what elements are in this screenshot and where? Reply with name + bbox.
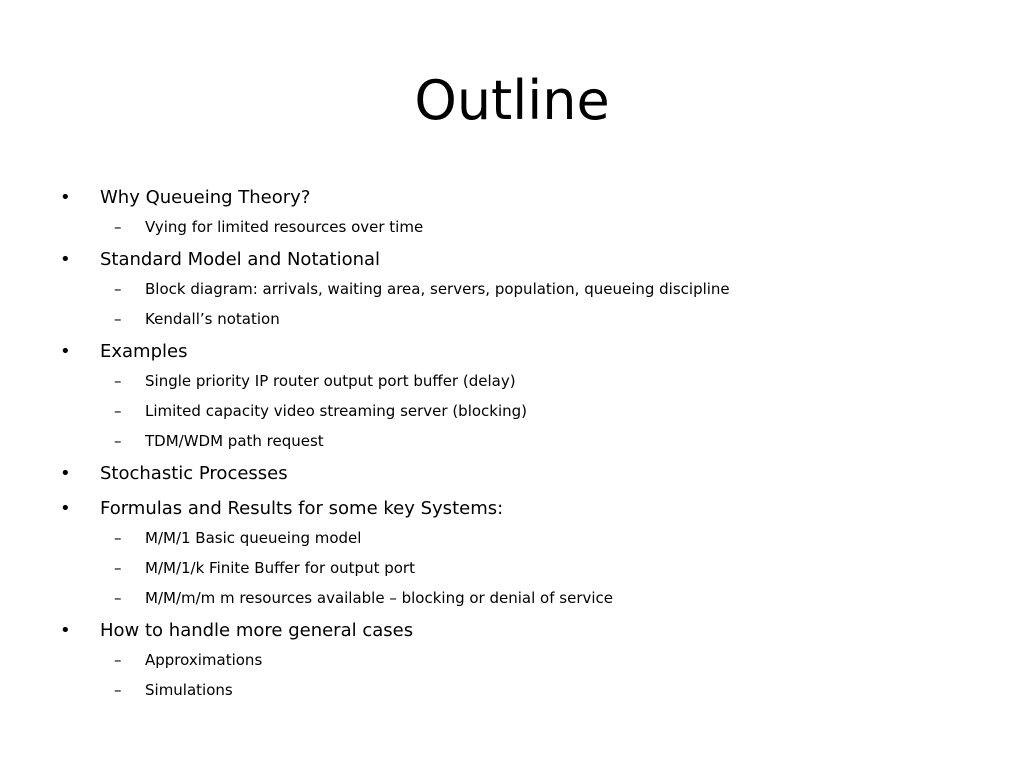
dash-icon: –: [114, 681, 122, 699]
dash-icon: –: [114, 280, 122, 298]
dash-icon: –: [114, 432, 122, 450]
sub-item: [100, 371, 980, 391]
sub-item-text: M/M/1 Basic queueing model: [145, 529, 362, 547]
dash-icon: –: [114, 218, 122, 236]
dash-icon: –: [114, 589, 122, 607]
sub-list: [100, 371, 980, 451]
sub-list: [100, 650, 980, 700]
sub-item: [100, 279, 980, 299]
bullet-icon: •: [60, 341, 71, 362]
dash-icon: –: [114, 310, 122, 328]
sub-item: [100, 217, 980, 237]
bullet-icon: •: [60, 620, 71, 641]
sub-item-text: Block diagram: arrivals, waiting area, servers, population, queueing discipline: [145, 280, 730, 298]
outline-item: [60, 462, 980, 486]
sub-item-text: TDM/WDM path request: [145, 432, 324, 450]
outline-item: [60, 186, 980, 237]
sub-item: [100, 558, 980, 578]
bullet-icon: •: [60, 249, 71, 270]
outline-item-text: Stochastic Processes: [100, 463, 288, 484]
dash-icon: –: [114, 651, 122, 669]
outline-item: [60, 497, 980, 608]
outline-list: [60, 186, 980, 700]
sub-item-text: Limited capacity video streaming server (blocking): [145, 402, 528, 420]
sub-item: [100, 588, 980, 608]
bullet-icon: •: [60, 463, 71, 484]
sub-item: [100, 401, 980, 421]
outline-item: [60, 340, 980, 451]
outline-item: [60, 248, 980, 329]
dash-icon: –: [114, 372, 122, 390]
dash-icon: –: [114, 559, 122, 577]
outline-item: [60, 619, 980, 700]
sub-item: [100, 528, 980, 548]
outline-item-text: Why Queueing Theory?: [100, 187, 311, 208]
sub-item-text: Vying for limited resources over time: [145, 218, 424, 236]
sub-item-text: M/M/1/k Finite Buffer for output port: [145, 559, 415, 577]
outline-item-text: Formulas and Results for some key Systems:: [100, 498, 504, 519]
sub-list: [100, 528, 980, 608]
slide-title: Outline: [414, 69, 610, 132]
sub-item: [100, 431, 980, 451]
sub-item: [100, 309, 980, 329]
outline-item-text: How to handle more general cases: [100, 620, 414, 641]
outline-item-text: Examples: [100, 341, 188, 362]
bullet-icon: •: [60, 187, 71, 208]
sub-item-text: Approximations: [145, 651, 263, 669]
sub-item-text: M/M/m/m m resources available – blocking or denial of service: [145, 589, 614, 607]
sub-item-text: Kendall’s notation: [145, 310, 280, 328]
sub-item: [100, 680, 980, 700]
sub-item-text: Single priority IP router output port buffer (delay): [145, 372, 516, 390]
sub-list: [100, 217, 980, 237]
dash-icon: –: [114, 529, 122, 547]
sub-item-text: Simulations: [145, 681, 233, 699]
bullet-icon: •: [60, 498, 71, 519]
outline-item-text: Standard Model and Notational: [100, 249, 381, 270]
dash-icon: –: [114, 402, 122, 420]
sub-list: [100, 279, 980, 329]
sub-item: [100, 650, 980, 670]
